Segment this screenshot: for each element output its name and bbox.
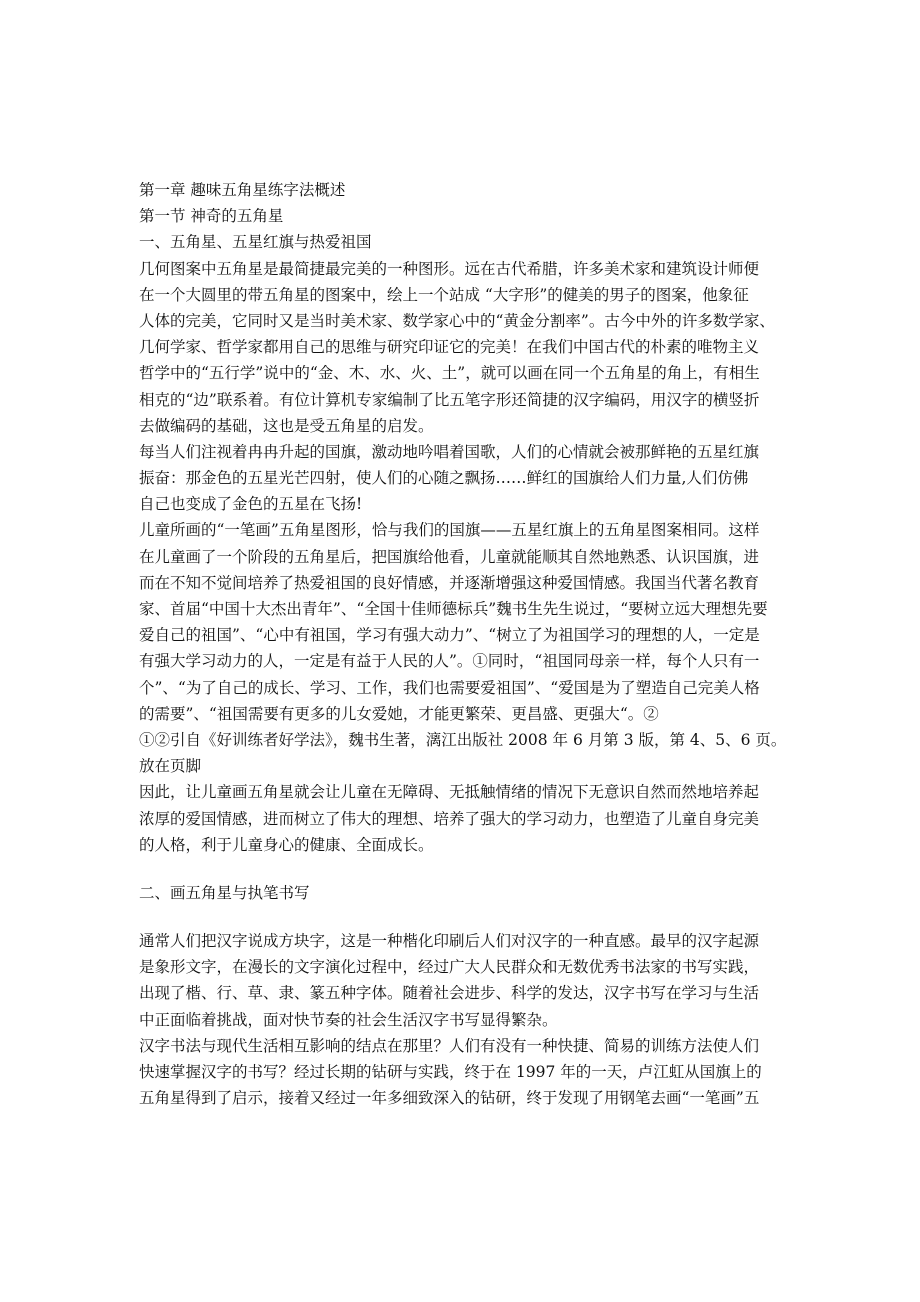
paragraph-line: 每当人们注视着冉冉升起的国旗，激动地吟唱着国歌，人们的心情就会被那鲜艳的五星红旗 bbox=[139, 442, 760, 461]
paragraph-line: 浓厚的爱国情感，进而树立了伟大的理想、培养了强大的学习动力，也塑造了儿童自身完美 bbox=[139, 809, 760, 828]
paragraph-line: 在儿童画了一个阶段的五角星后，把国旗给他看，儿童就能顺其自然地熟悉、认识国旗，进 bbox=[139, 547, 760, 566]
paragraph-line: 因此，让儿童画五角星就会让儿童在无障碍、无抵触情绪的情况下无意识自然而然地培养起 bbox=[139, 783, 760, 802]
paragraph-line: 五角星得到了启示，接着又经过一年多细致深入的钻研，终于发现了用钢笔去画“一笔画”五 bbox=[139, 1089, 760, 1108]
paragraph-line: 人体的完美，它同时又是当时美术家、数学家心中的“黄金分割率”。古今中外的许多数学家、 bbox=[139, 311, 775, 330]
subsection-title-2: 二、画五角星与执笔书写 bbox=[139, 883, 310, 902]
paragraph-line: 自己也变成了金色的五星在飞扬! bbox=[139, 495, 363, 514]
blank-gap bbox=[139, 906, 789, 928]
paragraph-line: 去做编码的基础，这也是受五角星的启发。 bbox=[139, 416, 434, 435]
footnote-line: 放在页脚 bbox=[139, 757, 202, 776]
paragraph-line: 振奋：那金色的五星光芒四射，使人们的心随之飘扬……鲜红的国旗给人们力量,人们仿佛 bbox=[139, 469, 749, 488]
paragraph-line: 在一个大圆里的带五角星的图案中，绘上一个站成 “大字形”的健美的男子的图案，他象征 bbox=[139, 285, 749, 304]
paragraph-line: 快速掌握汉字的书写？经过长期的钻研与实践，终于在 1997 年的一天，卢江虹从国旗上的 bbox=[139, 1063, 762, 1081]
paragraph-line: 几何图案中五角星是最简捷最完美的一种图形。远在古代希腊，许多美术家和建筑设计师便 bbox=[139, 259, 760, 278]
paragraph-line: 汉字书法与现代生活相互影响的结点在那里？人们有没有一种快捷、简易的训练方法使人们 bbox=[139, 1036, 760, 1055]
paragraph-line: 而在不知不觉间培养了热爱祖国的良好情感，并逐渐增强这种爱国情感。我国当代著名教育 bbox=[139, 573, 760, 592]
paragraph-line: 出现了楷、行、草、隶、篆五种字体。随着社会进步、科学的发达，汉字书写在学习与生活 bbox=[139, 984, 760, 1003]
paragraph-line: 通常人们把汉字说成方块字，这是一种楷化印刷后人们对汉字的一种直感。最早的汉字起源 bbox=[139, 932, 760, 951]
paragraph-5 bbox=[139, 928, 789, 1033]
paragraph-line: 爱自己的祖国”、“心中有祖国，学习有强大动力”、“树立了为祖国学习的理想的人，一定是 bbox=[139, 626, 760, 645]
subsection-title-1: 一、五角星、五星红旗与热爱祖国 bbox=[139, 233, 372, 252]
paragraph-1 bbox=[139, 256, 789, 439]
section-title: 第一节 神奇的五角星 bbox=[139, 207, 284, 226]
paragraph-line: 哲学中的“五行学”说中的“金、木、水、火、土”，就可以画在同一个五角星的角上，有相生 bbox=[139, 364, 760, 383]
chapter-title: 第一章 趣味五角星练字法概述 bbox=[139, 181, 346, 199]
paragraph-line: 几何学家、哲学家都用自己的思维与研究印证它的完美！在我们中国古代的朴素的唯物主义 bbox=[139, 338, 760, 357]
paragraph-line: 个”、“为了自己的成长、学习、工作，我们也需要爱祖国”、“爱国是为了塑造自己完美人格 bbox=[139, 678, 760, 697]
paragraph-line: 相克的“边”联系着。有位计算机专家编制了比五笔字形还简捷的汉字编码，用汉字的横竖折 bbox=[139, 390, 760, 409]
paragraph-line: 的需要”、“祖国需要有更多的儿女爱她，才能更繁荣、更昌盛、更强大“。② bbox=[139, 704, 659, 723]
paragraph-line: 的人格，利于儿童身心的健康、全面成长。 bbox=[139, 835, 434, 854]
footnote bbox=[139, 727, 789, 779]
paragraph-6 bbox=[139, 1033, 789, 1112]
paragraph-4 bbox=[139, 779, 789, 858]
document-page bbox=[139, 177, 789, 1111]
paragraph-2 bbox=[139, 439, 789, 518]
paragraph-line: 是象形文字，在漫长的文字演化过程中，经过广大人民群众和无数优秀书法家的书写实践， bbox=[139, 958, 760, 977]
paragraph-line: 有强大学习动力的人，一定是有益于人民的人”。①同时，“祖国同母亲一样，每个人只有一 bbox=[139, 652, 760, 671]
blank-gap bbox=[139, 858, 789, 880]
paragraph-line: 儿童所画的“一笔画”五角星图形，恰与我们的国旗——五星红旗上的五角星图案相同。这样 bbox=[139, 521, 760, 540]
paragraph-line: 家、首届“中国十大杰出青年”、“全国十佳师德标兵”魏书生先生说过，“要树立远大理想先要 bbox=[139, 600, 768, 618]
paragraph-line: 中正面临着挑战，面对快节奏的社会生活汉字书写显得繁杂。 bbox=[139, 1010, 558, 1029]
paragraph-3 bbox=[139, 517, 789, 727]
footnote-line: ①②引自《好训练者好学法》，魏书生著，漓江出版社 2008 年 6 月第 3 版，第 4、5、6 页。 bbox=[139, 730, 787, 749]
